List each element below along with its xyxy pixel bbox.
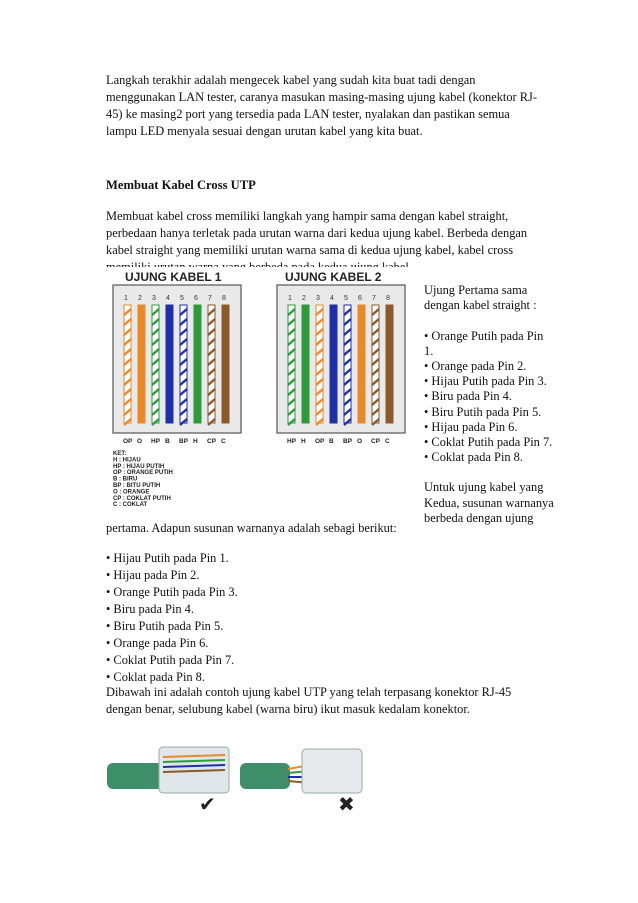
closing-paragraph — [106, 684, 561, 718]
side-line: • Biru pada Pin 4. — [424, 389, 512, 404]
cable2-pin-number: 1 — [288, 295, 292, 302]
cable1-wire — [222, 305, 229, 423]
cross-mark-icon: ✖ — [338, 792, 355, 815]
cable1-wire-label: C — [221, 438, 226, 445]
cable2-wire — [358, 305, 365, 423]
legend — [113, 451, 173, 507]
legend-entry: CP : COKLAT PUTIH — [113, 495, 171, 502]
cable2-wire — [386, 305, 393, 423]
closing-line: dengan benar, selubung kabel (warna biru) ikut masuk kedalam konektor. — [106, 702, 470, 716]
cable2-wire-label: CP — [371, 438, 381, 445]
incorrect-connector-photo — [240, 735, 365, 815]
cable2-wire-label: OP — [315, 438, 325, 445]
para-line: Membuat kabel cross memiliki langkah yang hampir sama dengan kabel straight, — [106, 209, 509, 223]
cross-paragraph — [106, 208, 561, 276]
cable1-wire-label: OP — [123, 438, 133, 445]
side-line: • Orange pada Pin 2. — [424, 359, 527, 374]
cable1-pin-number: 2 — [138, 295, 142, 302]
para-line: kabel straight yang memiliki urutan warna sama di kedua ujung kabel, kabel cross — [106, 243, 514, 257]
side-line: Ujung Pertama sama — [424, 283, 528, 297]
cable2-pin-number: 7 — [372, 295, 376, 302]
cable1-pin-number: 4 — [166, 295, 170, 302]
cable1-pin-number: 1 — [124, 295, 128, 302]
side-line: • Hijau pada Pin 6. — [424, 419, 518, 434]
legend-entry: C : COKLAT — [113, 502, 148, 507]
side-line: • Coklat Putih pada Pin 7. — [424, 435, 553, 450]
side-line: • Biru Putih pada Pin 5. — [424, 404, 542, 419]
list-item: • Biru pada Pin 4. — [106, 602, 194, 616]
side-line: dengan kabel straight : — [424, 298, 537, 313]
side-line: 1. — [424, 343, 434, 358]
cable1-wire-label: BP — [179, 438, 189, 445]
cable2-pin-number: 3 — [316, 295, 320, 302]
list-item: • Coklat Putih pada Pin 7. — [106, 653, 235, 667]
cable1-pin-number: 6 — [194, 295, 198, 302]
cable1-wire-label: HP — [151, 438, 161, 445]
cable1-pin-number: 5 — [180, 295, 184, 302]
cable2-wire — [330, 305, 337, 423]
cable1-pin-number: 7 — [208, 295, 212, 302]
cable1-title: UJUNG KABEL 1 — [125, 270, 222, 284]
cable1-wire-label: B — [165, 438, 170, 445]
intro-line: 45) ke masing2 port yang tersedia pada LAN tester, nyalakan dan pastikan semua — [106, 107, 510, 121]
cable2-pin-number: 2 — [302, 295, 306, 302]
cable2-wire-label: BP — [343, 438, 353, 445]
side-line: • Orange Putih pada Pin — [424, 328, 544, 343]
legend-entry: HP : HIJAU PUTIH — [113, 463, 165, 470]
side-line: Kedua, susunan warnanya — [424, 495, 554, 510]
cable2-pin-number: 8 — [386, 295, 390, 302]
side-column — [424, 283, 624, 526]
list-item: • Coklat pada Pin 8. — [106, 670, 205, 684]
side-spacer — [424, 465, 624, 480]
cable2-wire-label: B — [329, 438, 334, 445]
section-heading: Membuat Kabel Cross UTP — [106, 178, 256, 192]
intro-line: lampu LED menyala sesuai dengan urutan kabel yang kita buat. — [106, 124, 423, 138]
cable2-pin-number: 6 — [358, 295, 362, 302]
cable1-pin-number: 3 — [152, 295, 156, 302]
pinout-figure — [107, 267, 412, 507]
side-line: • Coklat pada Pin 8. — [424, 450, 523, 465]
continuation-line: pertama. Adapun susunan warnanya adalah sebagi berikut: — [106, 521, 397, 535]
cable2-wire-label: HP — [287, 438, 297, 445]
intro-paragraph — [106, 72, 561, 140]
list-item: • Biru Putih pada Pin 5. — [106, 619, 224, 633]
legend-entry: BP : BITU PUTIH — [113, 483, 161, 489]
cable2-wire — [302, 305, 309, 423]
side-line: Untuk ujung kabel yang — [424, 480, 544, 495]
cable1-wire-label: CP — [207, 438, 217, 445]
list-item: • Hijau pada Pin 2. — [106, 568, 200, 582]
list-item: • Orange Putih pada Pin 3. — [106, 585, 238, 599]
para-line: perbedaan hanya terletak pada urutan warna dari kedua ujung kabel. Berbeda dengan — [106, 226, 528, 240]
cable2-wire-label: C — [385, 438, 390, 445]
intro-line: Langkah terakhir adalah mengecek kabel yang sudah kita buat tadi dengan — [106, 73, 476, 87]
side-line — [424, 313, 624, 328]
cable2-pin-number: 4 — [330, 295, 334, 302]
cable1-wire — [166, 305, 173, 423]
legend-entry: OP : ORANGE PUTIH — [113, 470, 173, 477]
cable1-pin-number: 8 — [222, 295, 226, 302]
closing-line: Dibawah ini adalah contoh ujung kabel UTP yang telah terpasang konektor RJ-45 — [106, 685, 512, 699]
pinout-diagram — [107, 267, 412, 507]
legend-entry: O : ORANGE — [113, 489, 150, 496]
check-mark-icon: ✔ — [199, 792, 216, 815]
side-line: berbeda dengan ujung — [424, 510, 534, 525]
list-item: • Orange pada Pin 6. — [106, 636, 209, 650]
cable2-wire-label: O — [357, 438, 363, 445]
legend-entry: KET: — [113, 451, 127, 457]
cable2-pin-number: 5 — [344, 295, 348, 302]
cable1-wire-label: O — [137, 438, 143, 445]
correct-connector-photo — [107, 735, 232, 815]
legend-entry: H : HIJAU — [113, 457, 141, 464]
cable2-title: UJUNG KABEL 2 — [285, 270, 382, 284]
cable1-wire — [138, 305, 145, 423]
pin-list — [106, 550, 561, 686]
cable1-wire — [194, 305, 201, 423]
cable2-wire-label: H — [301, 438, 306, 445]
legend-entry: B : BIRU — [113, 476, 138, 483]
side-line: • Hijau Putih pada Pin 3. — [424, 374, 547, 389]
list-item: • Hijau Putih pada Pin 1. — [106, 551, 229, 565]
intro-line: menggunakan LAN tester, caranya masukan masing-masing ujung kabel (konektor RJ- — [106, 90, 537, 104]
cable1-wire-label: H — [193, 438, 198, 445]
